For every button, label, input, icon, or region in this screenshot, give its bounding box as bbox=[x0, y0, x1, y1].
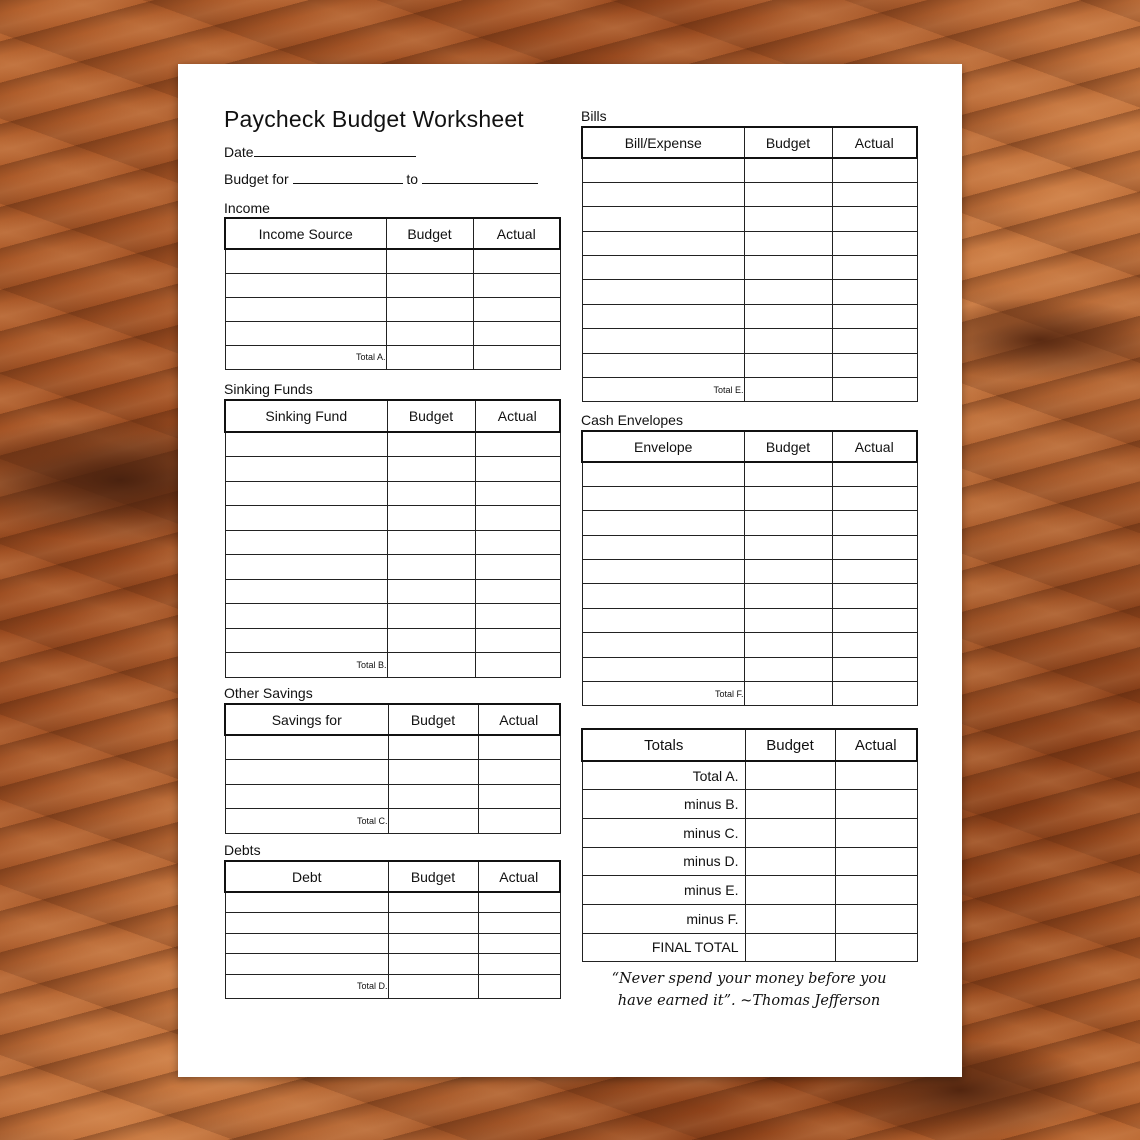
bills-section-label: Bills bbox=[581, 108, 607, 124]
table-row[interactable] bbox=[582, 462, 917, 486]
budget-start-blank[interactable] bbox=[293, 171, 403, 184]
table-row[interactable] bbox=[225, 432, 560, 457]
table-row[interactable] bbox=[582, 329, 917, 353]
table-row[interactable] bbox=[582, 633, 917, 657]
table-row[interactable] bbox=[225, 249, 560, 273]
envelopes-header-actual: Actual bbox=[832, 431, 917, 462]
budget-end-blank[interactable] bbox=[422, 171, 538, 184]
sinking-header-budget: Budget bbox=[387, 400, 475, 432]
income-header-actual: Actual bbox=[473, 218, 560, 249]
bills-header-actual: Actual bbox=[832, 127, 917, 158]
income-header-source: Income Source bbox=[225, 218, 386, 249]
debts-header-actual: Actual bbox=[478, 861, 560, 892]
table-row[interactable] bbox=[225, 735, 560, 760]
table-row[interactable] bbox=[225, 297, 560, 321]
bills-header-budget: Budget bbox=[744, 127, 832, 158]
table-row[interactable] bbox=[225, 933, 560, 954]
table-row[interactable] bbox=[582, 847, 917, 876]
table-row[interactable] bbox=[225, 784, 560, 809]
table-row[interactable] bbox=[582, 256, 917, 280]
debts-total-label: Total D. bbox=[225, 974, 388, 998]
totals-header-totals: Totals bbox=[582, 729, 745, 761]
table-row[interactable] bbox=[582, 231, 917, 255]
totals-row-label: minus E. bbox=[582, 876, 745, 905]
savings-total-row[interactable] bbox=[225, 809, 560, 834]
table-row[interactable] bbox=[225, 457, 560, 482]
date-field[interactable] bbox=[224, 144, 416, 160]
savings-header-for: Savings for bbox=[225, 704, 388, 735]
savings-total-label: Total C. bbox=[225, 809, 388, 834]
to-label: to bbox=[406, 171, 419, 187]
totals-header-budget: Budget bbox=[745, 729, 835, 761]
debts-total-row[interactable] bbox=[225, 974, 560, 998]
date-blank[interactable] bbox=[254, 144, 416, 157]
income-table bbox=[224, 217, 561, 370]
table-row[interactable] bbox=[582, 486, 917, 510]
sinking-total-row[interactable] bbox=[225, 653, 560, 678]
envelopes-header-envelope: Envelope bbox=[582, 431, 744, 462]
quote-line-1: “Never spend your money before you bbox=[611, 971, 887, 987]
table-row[interactable] bbox=[582, 657, 917, 681]
table-row[interactable] bbox=[582, 182, 917, 206]
final-total-row[interactable] bbox=[582, 933, 917, 962]
sinking-header-actual: Actual bbox=[475, 400, 560, 432]
table-row[interactable] bbox=[582, 876, 917, 905]
table-row[interactable] bbox=[225, 481, 560, 506]
income-total-label: Total A. bbox=[225, 345, 386, 369]
envelopes-total-label: Total F. bbox=[582, 682, 744, 706]
budget-period-field[interactable] bbox=[224, 171, 538, 187]
income-section-label: Income bbox=[224, 200, 270, 216]
sinking-header-fund: Sinking Fund bbox=[225, 400, 387, 432]
table-row[interactable] bbox=[225, 321, 560, 345]
table-row[interactable] bbox=[582, 280, 917, 304]
totals-row-label: minus C. bbox=[582, 818, 745, 847]
table-row[interactable] bbox=[225, 579, 560, 604]
date-label: Date bbox=[224, 144, 254, 160]
sinking-funds-section-label: Sinking Funds bbox=[224, 381, 313, 397]
sinking-funds-table bbox=[224, 399, 561, 678]
envelopes-total-row[interactable] bbox=[582, 682, 917, 706]
table-row[interactable] bbox=[582, 535, 917, 559]
cash-envelopes-table bbox=[581, 430, 918, 706]
table-row[interactable] bbox=[582, 790, 917, 819]
table-row[interactable] bbox=[582, 560, 917, 584]
debts-table bbox=[224, 860, 561, 999]
totals-table bbox=[581, 728, 918, 962]
savings-header-budget: Budget bbox=[388, 704, 478, 735]
table-row[interactable] bbox=[582, 158, 917, 182]
income-header-budget: Budget bbox=[386, 218, 473, 249]
totals-row-label: minus B. bbox=[582, 790, 745, 819]
debts-section-label: Debts bbox=[224, 842, 261, 858]
table-row[interactable] bbox=[225, 604, 560, 629]
table-row[interactable] bbox=[582, 353, 917, 377]
table-row[interactable] bbox=[225, 530, 560, 555]
income-total-row[interactable] bbox=[225, 345, 560, 369]
debts-header-budget: Budget bbox=[388, 861, 478, 892]
table-row[interactable] bbox=[582, 584, 917, 608]
table-row[interactable] bbox=[225, 555, 560, 580]
savings-header-actual: Actual bbox=[478, 704, 560, 735]
table-row[interactable] bbox=[582, 304, 917, 328]
table-row[interactable] bbox=[582, 761, 917, 790]
bills-header-expense: Bill/Expense bbox=[582, 127, 744, 158]
bills-total-row[interactable] bbox=[582, 378, 917, 402]
sinking-total-label: Total B. bbox=[225, 653, 387, 678]
bills-total-label: Total E. bbox=[582, 378, 744, 402]
table-row[interactable] bbox=[582, 608, 917, 632]
table-row[interactable] bbox=[225, 760, 560, 785]
budget-for-label: Budget for bbox=[224, 171, 289, 187]
cash-envelopes-section-label: Cash Envelopes bbox=[581, 412, 683, 428]
final-total-label: FINAL TOTAL bbox=[582, 933, 745, 962]
table-row[interactable] bbox=[582, 511, 917, 535]
quote-line-2: have earned it”. ~Thomas Jefferson bbox=[617, 993, 881, 1009]
debts-header-debt: Debt bbox=[225, 861, 388, 892]
table-row[interactable] bbox=[225, 628, 560, 653]
table-row[interactable] bbox=[225, 506, 560, 531]
table-row[interactable] bbox=[225, 913, 560, 934]
page-title: Paycheck Budget Worksheet bbox=[224, 106, 524, 132]
table-row[interactable] bbox=[225, 892, 560, 913]
bills-table bbox=[581, 126, 918, 402]
table-row[interactable] bbox=[582, 818, 917, 847]
table-row[interactable] bbox=[582, 904, 917, 933]
envelopes-header-budget: Budget bbox=[744, 431, 832, 462]
table-row[interactable] bbox=[582, 207, 917, 231]
table-row[interactable] bbox=[225, 954, 560, 975]
quote bbox=[582, 968, 916, 1012]
totals-row-label: Total A. bbox=[582, 761, 745, 790]
totals-row-label: minus D. bbox=[582, 847, 745, 876]
other-savings-table bbox=[224, 703, 561, 834]
other-savings-section-label: Other Savings bbox=[224, 685, 313, 701]
totals-row-label: minus F. bbox=[582, 904, 745, 933]
totals-header-actual: Actual bbox=[835, 729, 917, 761]
table-row[interactable] bbox=[225, 273, 560, 297]
